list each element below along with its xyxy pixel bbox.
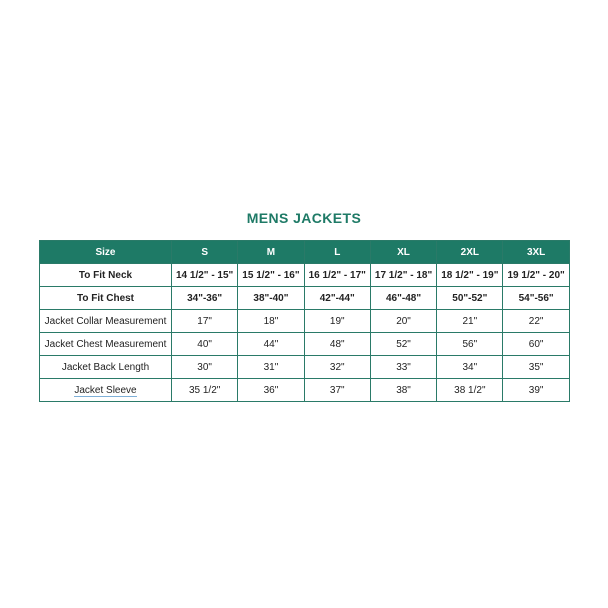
- table-cell: 30": [172, 356, 238, 379]
- table-cell: 14 1/2" - 15": [172, 264, 238, 287]
- table-cell: 35 1/2": [172, 379, 238, 402]
- table-cell: 21": [437, 310, 503, 333]
- table-cell: 50"-52": [437, 287, 503, 310]
- table-cell: 35": [503, 356, 569, 379]
- table-row: [40, 379, 570, 402]
- table-row: [40, 310, 570, 333]
- table-cell: 15 1/2" - 16": [238, 264, 304, 287]
- table-cell: 34": [437, 356, 503, 379]
- table-cell: 36": [238, 379, 304, 402]
- table-row: [40, 333, 570, 356]
- table-row: [40, 356, 570, 379]
- table-cell: 39": [503, 379, 569, 402]
- table-cell: 17": [172, 310, 238, 333]
- row-label-back-length: Jacket Back Length: [40, 356, 172, 379]
- header-cell-m: M: [238, 241, 304, 264]
- table-cell: 31": [238, 356, 304, 379]
- header-cell-2xl: 2XL: [437, 241, 503, 264]
- table-cell: 44": [238, 333, 304, 356]
- table-cell: 22": [503, 310, 569, 333]
- table-cell: 52": [370, 333, 436, 356]
- table-cell: 17 1/2" - 18": [370, 264, 436, 287]
- table-cell: 19 1/2" - 20": [503, 264, 569, 287]
- table-cell: 33": [370, 356, 436, 379]
- table-cell: 56": [437, 333, 503, 356]
- table-cell: 42"-44": [304, 287, 370, 310]
- table-cell: 20": [370, 310, 436, 333]
- row-label-sleeve: [40, 379, 172, 402]
- table-cell: 46"-48": [370, 287, 436, 310]
- table-cell: 48": [304, 333, 370, 356]
- table-cell: 60": [503, 333, 569, 356]
- table-cell: 37": [304, 379, 370, 402]
- header-cell-3xl: 3XL: [503, 241, 569, 264]
- table-cell: 54"-56": [503, 287, 569, 310]
- sleeve-label-text: Jacket Sleeve: [74, 384, 137, 396]
- table-row: [40, 287, 570, 310]
- header-cell-s: S: [172, 241, 238, 264]
- header-cell-size: Size: [40, 241, 172, 264]
- row-label-collar: Jacket Collar Measurement: [40, 310, 172, 333]
- table-cell: 34"-36": [172, 287, 238, 310]
- row-label-jacket-chest: Jacket Chest Measurement: [40, 333, 172, 356]
- row-label-neck: To Fit Neck: [40, 264, 172, 287]
- size-chart-table: [39, 240, 570, 402]
- table-cell: 38 1/2": [437, 379, 503, 402]
- table-cell: 18 1/2" - 19": [437, 264, 503, 287]
- table-cell: 19": [304, 310, 370, 333]
- header-cell-l: L: [304, 241, 370, 264]
- table-cell: 38"-40": [238, 287, 304, 310]
- table-cell: 16 1/2" - 17": [304, 264, 370, 287]
- table-cell: 38": [370, 379, 436, 402]
- header-cell-xl: XL: [370, 241, 436, 264]
- table-cell: 32": [304, 356, 370, 379]
- table-row: [40, 264, 570, 287]
- table-cell: 18": [238, 310, 304, 333]
- row-label-chest: To Fit Chest: [40, 287, 172, 310]
- header-row: [40, 241, 570, 264]
- page-title: MENS JACKETS: [246, 210, 362, 226]
- table-cell: 40": [172, 333, 238, 356]
